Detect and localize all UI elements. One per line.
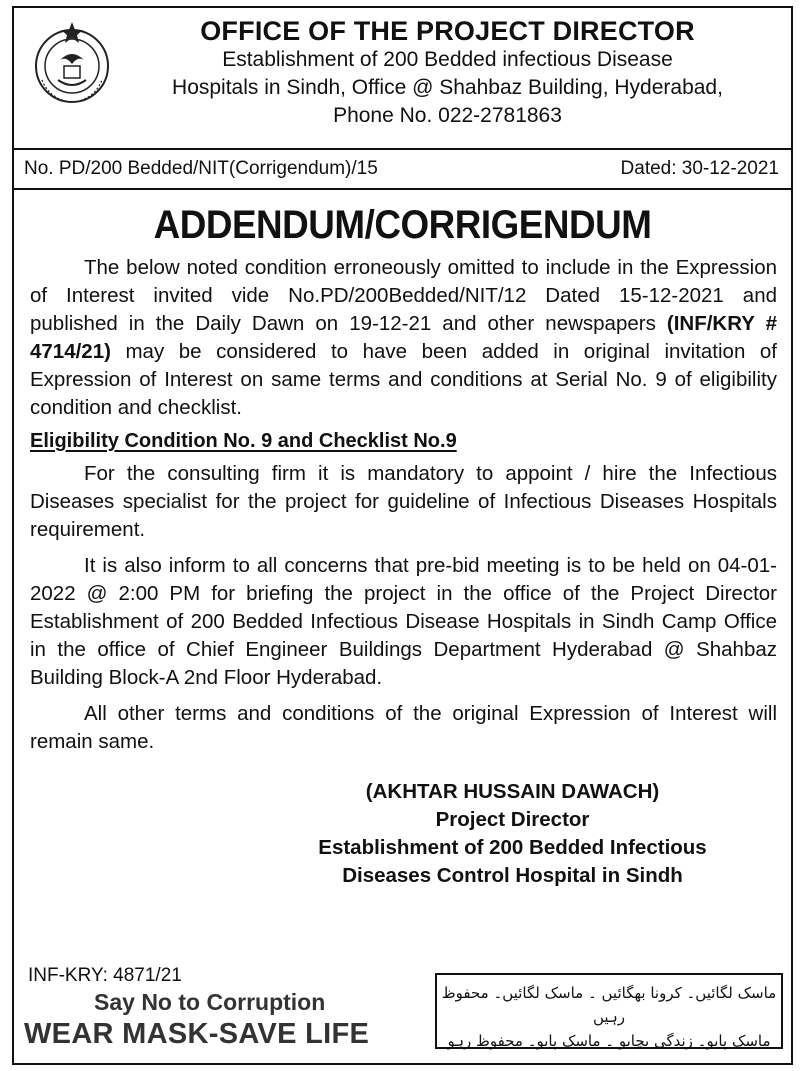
signature-block <box>234 778 791 890</box>
signatory-office-line-1: Establishment of 200 Bedded Infectious <box>318 836 707 859</box>
paragraph-prebid-meeting: It is also inform to all concerns that pre-bid meeting is to be held on 04-01-2022 @ 2:00 PM for briefing the project in the office of the Project Director Establishment of 200 Bedded Infectious Disease Hospitals in Sindh Camp Office in the office of Chief Engineer Buildings Department Hyderabad @ Shahbaz Building Block-A 2nd Floor Hyderabad. <box>30 554 777 689</box>
government-of-sindh-emblem-icon <box>30 20 114 110</box>
eligibility-subheading: Eligibility Condition No. 9 and Checklist No.9 <box>30 430 457 452</box>
reference-number: No. PD/200 Bedded/NIT(Corrigendum)/15 <box>24 158 378 179</box>
office-address-line-2: Hospitals in Sindh, Office @ Shahbaz Building, Hyderabad, <box>172 76 723 99</box>
paragraph-intro-reference: (INF/KRY # 4714/21) <box>30 312 778 363</box>
footer <box>14 963 791 1063</box>
notice-page <box>12 6 793 1065</box>
urdu-slogan-box <box>435 973 783 1049</box>
page-title: ADDENDUM/CORRIGENDUM <box>153 203 652 247</box>
urdu-slogan-line-2: ماسک پابو۔ زندگی بچابو ۔ ماسک پابو۔ محفوظ رہو <box>447 1032 771 1050</box>
anti-corruption-slogan: Say No to Corruption <box>94 989 326 1015</box>
paragraph-intro-text-end: may be considered to have been added in original invitation of Expression of Interest on same terms and conditions at Serial No. 9 of eligibility condition and checklist. <box>30 340 777 419</box>
paragraph-other-terms: All other terms and conditions of the original Expression of Interest will remain same. <box>30 702 777 753</box>
reference-row <box>14 150 791 190</box>
office-phone: Phone No. 022-2781863 <box>333 104 562 127</box>
paragraph-intro-text: The below noted condition erroneously omitted to include in the Expression of Interest invited vide No.PD/200Bedded/NIT/12 Dated 15-12-2021 and published in the Daily Dawn on 19-12-21 and other newspapers <box>30 256 777 335</box>
paragraph-eligibility: For the consulting firm it is mandatory to appoint / hire the Infectious Diseases specialist for the project for guideline of Infectious Diseases Hospitals requirement. <box>30 462 777 541</box>
inf-number: INF-KRY: 4871/21 <box>28 965 182 986</box>
office-address-line-1: Establishment of 200 Bedded infectious Disease <box>222 48 673 71</box>
wear-mask-slogan: WEAR MASK-SAVE LIFE <box>24 1018 370 1050</box>
office-title: OFFICE OF THE PROJECT DIRECTOR <box>200 16 695 46</box>
signatory-name: (AKHTAR HUSSAIN DAWACH) <box>365 780 660 803</box>
signatory-office-line-2: Diseases Control Hospital in Sindh <box>342 864 683 887</box>
reference-date: Dated: 30-12-2021 <box>620 158 779 179</box>
urdu-slogan-line-1: ماسک لگائیں۔ کرونا بھگائیں ۔ ماسک لگائیں۔ محفوظ رہیں <box>441 984 777 1026</box>
letterhead <box>14 8 791 150</box>
paragraph-intro <box>30 254 777 422</box>
signatory-designation: Project Director <box>435 808 590 831</box>
